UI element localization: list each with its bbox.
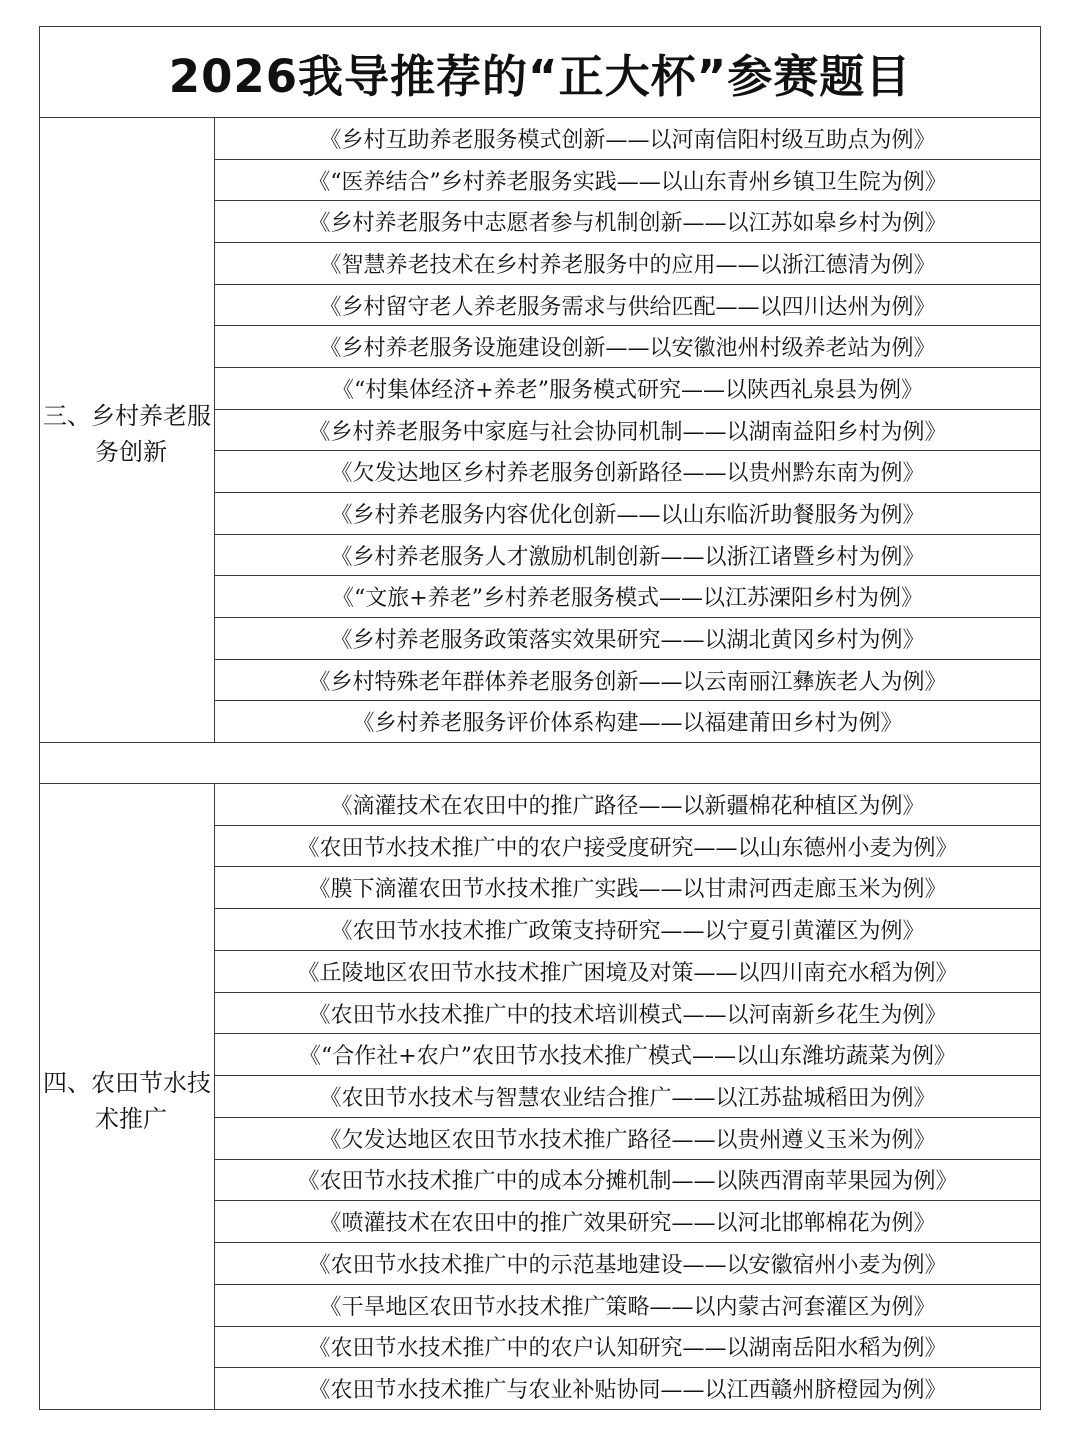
topic-row: 《喷灌技术在农田中的推广效果研究——以河北邯郸棉花为例》 bbox=[215, 1201, 1040, 1243]
topic-list bbox=[215, 118, 1040, 742]
section-farmland-water-saving bbox=[40, 784, 1040, 1409]
topic-row: 《“村集体经济+养老”服务模式研究——以陕西礼泉县为例》 bbox=[215, 368, 1040, 410]
topic-row: 《乡村养老服务政策落实效果研究——以湖北黄冈乡村为例》 bbox=[215, 618, 1040, 660]
topic-row: 《农田节水技术与智慧农业结合推广——以江苏盐城稻田为例》 bbox=[215, 1076, 1040, 1118]
section-rural-elderly-care bbox=[40, 118, 1040, 742]
category-label bbox=[43, 398, 211, 470]
topic-row: 《农田节水技术推广政策支持研究——以宁夏引黄灌区为例》 bbox=[215, 909, 1040, 951]
topic-row: 《农田节水技术推广中的成本分摊机制——以陕西渭南苹果园为例》 bbox=[215, 1160, 1040, 1202]
topics-table bbox=[39, 26, 1041, 1410]
topic-row: 《“医养结合”乡村养老服务实践——以山东青州乡镇卫生院为例》 bbox=[215, 160, 1040, 202]
topic-row: 《“合作社+农户”农田节水技术推广模式——以山东潍坊蔬菜为例》 bbox=[215, 1034, 1040, 1076]
category-label-line1: 三、乡村养老服 bbox=[43, 402, 211, 430]
topic-row: 《干旱地区农田节水技术推广策略——以内蒙古河套灌区为例》 bbox=[215, 1285, 1040, 1327]
topic-row: 《农田节水技术推广中的农户认知研究——以湖南岳阳水稻为例》 bbox=[215, 1327, 1040, 1369]
topic-list bbox=[215, 784, 1040, 1409]
topic-row: 《农田节水技术推广中的示范基地建设——以安徽宿州小麦为例》 bbox=[215, 1243, 1040, 1285]
topic-row: 《滴灌技术在农田中的推广路径——以新疆棉花种植区为例》 bbox=[215, 784, 1040, 826]
topic-row: 《欠发达地区农田节水技术推广路径——以贵州遵义玉米为例》 bbox=[215, 1118, 1040, 1160]
topic-row: 《膜下滴灌农田节水技术推广实践——以甘肃河西走廊玉米为例》 bbox=[215, 867, 1040, 909]
topic-row: 《农田节水技术推广中的技术培训模式——以河南新乡花生为例》 bbox=[215, 993, 1040, 1035]
category-label bbox=[43, 1065, 211, 1137]
topic-row: 《乡村留守老人养老服务需求与供给匹配——以四川达州为例》 bbox=[215, 285, 1040, 327]
topic-row: 《丘陵地区农田节水技术推广困境及对策——以四川南充水稻为例》 bbox=[215, 951, 1040, 993]
spacer-row bbox=[40, 742, 1040, 784]
topic-row: 《乡村养老服务内容优化创新——以山东临沂助餐服务为例》 bbox=[215, 493, 1040, 535]
topic-row: 《乡村养老服务中家庭与社会协同机制——以湖南益阳乡村为例》 bbox=[215, 410, 1040, 452]
topic-row: 《乡村养老服务设施建设创新——以安徽池州村级养老站为例》 bbox=[215, 326, 1040, 368]
category-label-line2: 务创新 bbox=[95, 438, 167, 466]
category-label-line1: 四、农田节水技 bbox=[43, 1068, 211, 1097]
page-title: 2026我导推荐的“正大杯”参赛题目 bbox=[168, 49, 912, 103]
topic-row: 《欠发达地区乡村养老服务创新路径——以贵州黔东南为例》 bbox=[215, 451, 1040, 493]
title-row bbox=[40, 27, 1040, 118]
topic-row: 《农田节水技术推广中的农户接受度研究——以山东德州小麦为例》 bbox=[215, 826, 1040, 868]
topic-row: 《乡村养老服务中志愿者参与机制创新——以江苏如皋乡村为例》 bbox=[215, 201, 1040, 243]
topic-row: 《农田节水技术推广与农业补贴协同——以江西赣州脐橙园为例》 bbox=[308, 1378, 947, 1404]
category-cell bbox=[40, 118, 215, 742]
topic-row: 《乡村互助养老服务模式创新——以河南信阳村级互助点为例》 bbox=[215, 118, 1040, 160]
topic-row: 《乡村养老服务人才激励机制创新——以浙江诸暨乡村为例》 bbox=[215, 535, 1040, 577]
topic-row: 《乡村特殊老年群体养老服务创新——以云南丽江彝族老人为例》 bbox=[215, 660, 1040, 702]
category-label-line2: 术推广 bbox=[95, 1104, 167, 1133]
topic-row: 《乡村养老服务评价体系构建——以福建莆田乡村为例》 bbox=[352, 711, 903, 737]
category-cell bbox=[40, 784, 215, 1409]
topic-row: 《智慧养老技术在乡村养老服务中的应用——以浙江德清为例》 bbox=[215, 243, 1040, 285]
topic-row: 《“文旅+养老”乡村养老服务模式——以江苏溧阳乡村为例》 bbox=[215, 576, 1040, 618]
